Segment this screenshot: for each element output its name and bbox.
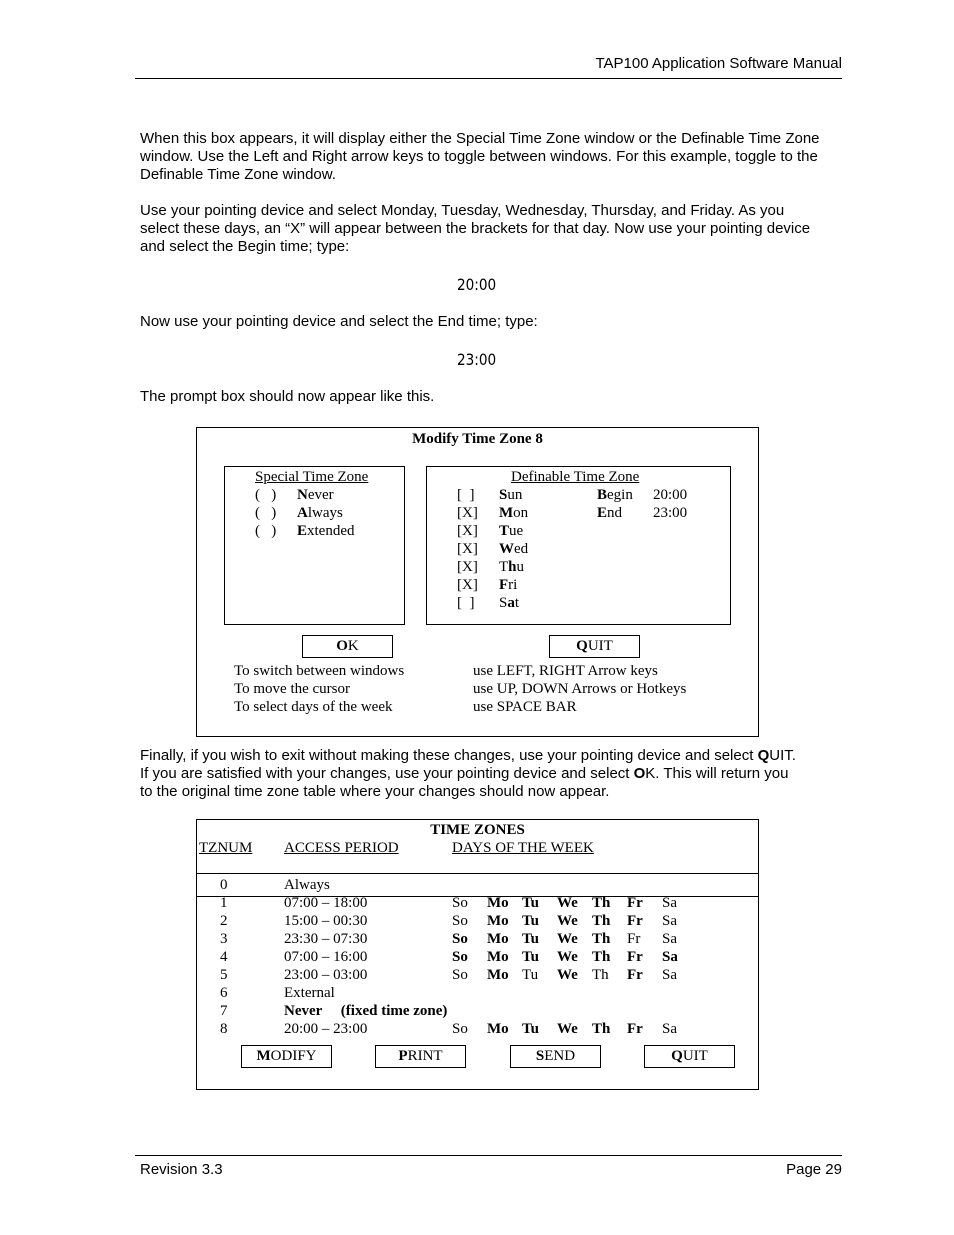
option-text: ever bbox=[307, 487, 334, 503]
radio-option-label[interactable] bbox=[297, 523, 355, 540]
paragraph-finally: Finally, if you wish to exit without making these changes, use your pointing device and select QUIT. If you are satisfied with your changes, use your pointing device and select OK. This will return you to the original time zone table where your changes should now appear. bbox=[140, 747, 796, 800]
tz-day-mo: Mo bbox=[487, 1021, 509, 1037]
tz-day-fr: Fr bbox=[627, 895, 643, 911]
paragraph-prompt-box: The prompt box should now appear like this. bbox=[140, 388, 435, 405]
end-label[interactable]: End bbox=[597, 505, 623, 521]
help-action: To move the cursor bbox=[234, 681, 351, 697]
day-label[interactable] bbox=[499, 523, 523, 540]
tz-day-tu: Tu bbox=[522, 1021, 539, 1037]
hotkey-letter: E bbox=[297, 523, 308, 539]
day-checkbox[interactable]: [X] bbox=[457, 559, 478, 575]
tz-access-period: 15:00 – 00:30 bbox=[284, 913, 368, 929]
tz-day-sa: Sa bbox=[662, 1021, 677, 1037]
tz-number: 6 bbox=[220, 985, 228, 1001]
day-text: on bbox=[513, 505, 529, 521]
help-keys: use LEFT, RIGHT Arrow keys bbox=[473, 663, 658, 679]
end-time-field[interactable]: 23:00 bbox=[653, 505, 688, 521]
hotkey-letter: Q bbox=[671, 1048, 683, 1064]
hotkey-letter: T bbox=[499, 523, 510, 539]
day-label[interactable] bbox=[499, 559, 524, 576]
paragraph-end-time: Now use your pointing device and select the End time; type: bbox=[140, 313, 538, 330]
tz-day-th: Th bbox=[592, 967, 609, 983]
tz-access-period: 20:00 – 23:00 bbox=[284, 1021, 368, 1037]
day-text: ed bbox=[514, 541, 529, 557]
tz-day-so: So bbox=[452, 931, 468, 947]
tz-day-we: We bbox=[557, 931, 578, 947]
day-checkbox[interactable]: [ ] bbox=[457, 487, 475, 503]
option-text: lways bbox=[307, 505, 343, 521]
tz-access-period: Always bbox=[284, 877, 330, 893]
hotkey-letter: M bbox=[499, 505, 514, 521]
tz-day-we: We bbox=[557, 895, 578, 911]
button-text: RINT bbox=[407, 1048, 443, 1064]
time-zone-row[interactable] bbox=[197, 894, 758, 912]
tz-day-mo: Mo bbox=[487, 949, 509, 965]
tz-access-period: Never (fixed time zone) bbox=[284, 1003, 448, 1019]
tz-day-so: So bbox=[452, 1021, 468, 1037]
hotkey-letter: W bbox=[499, 541, 514, 557]
tz-day-tu: Tu bbox=[522, 913, 539, 929]
tz-day-th: Th bbox=[592, 949, 611, 965]
page-header bbox=[135, 55, 842, 79]
tz-day-sa: Sa bbox=[662, 949, 678, 965]
tz-day-fr: Fr bbox=[627, 931, 641, 947]
special-time-zone-pane[interactable] bbox=[224, 466, 405, 625]
tz-access-period: 23:30 – 07:30 bbox=[284, 931, 368, 947]
definable-time-zone-pane[interactable] bbox=[426, 466, 731, 625]
tz-day-sa: Sa bbox=[662, 931, 677, 947]
day-text: ri bbox=[508, 577, 518, 593]
hotkey-letter: h bbox=[508, 559, 517, 575]
tz-day-mo: Mo bbox=[487, 913, 509, 929]
paragraph-intro: When this box appears, it will display either the Special Time Zone window or the Definable Time Zone window. Use the Left and Right arrow keys to toggle between windows. For this example, toggle to the Definable Time Zone window. bbox=[140, 130, 820, 183]
dialog-title: Modify Time Zone 8 bbox=[412, 431, 543, 447]
time-zone-row[interactable] bbox=[197, 1002, 758, 1020]
day-label[interactable] bbox=[499, 595, 519, 612]
button-text: ODIFY bbox=[270, 1048, 317, 1064]
time-zone-row[interactable] bbox=[197, 1020, 758, 1038]
tz-access-period: External bbox=[284, 985, 335, 1001]
day-label[interactable] bbox=[499, 541, 528, 558]
ok-button[interactable]: OK bbox=[302, 635, 393, 658]
tz-day-so: So bbox=[452, 949, 468, 965]
tz-number: 0 bbox=[220, 877, 228, 893]
day-label[interactable] bbox=[499, 577, 517, 594]
day-checkbox[interactable]: [X] bbox=[457, 577, 478, 593]
tz-day-fr: Fr bbox=[627, 1021, 643, 1037]
tz-number: 4 bbox=[220, 949, 228, 965]
day-checkbox[interactable]: [X] bbox=[457, 541, 478, 557]
tz-access-period: 07:00 – 16:00 bbox=[284, 949, 368, 965]
day-text: ue bbox=[509, 523, 524, 539]
tz-access-period: 07:00 – 18:00 bbox=[284, 895, 368, 911]
day-checkbox[interactable]: [X] bbox=[457, 505, 478, 521]
tz-day-tu: Tu bbox=[522, 931, 539, 947]
tz-day-we: We bbox=[557, 913, 578, 929]
begin-time-value: 20:00 bbox=[457, 275, 497, 294]
column-header-access-period: ACCESS PERIOD bbox=[284, 840, 399, 856]
tz-day-th: Th bbox=[592, 913, 611, 929]
radio-option-label[interactable] bbox=[297, 487, 334, 504]
help-action: To switch between windows bbox=[234, 663, 405, 679]
tz-day-mo: Mo bbox=[487, 895, 509, 911]
tz-day-sa: Sa bbox=[662, 895, 677, 911]
tz-day-sa: Sa bbox=[662, 967, 677, 983]
button-text: END bbox=[544, 1048, 576, 1064]
tz-print-button[interactable] bbox=[375, 1045, 466, 1068]
day-label[interactable] bbox=[499, 505, 528, 522]
help-action: To select days of the week bbox=[234, 699, 393, 715]
tz-number: 8 bbox=[220, 1021, 228, 1037]
tz-day-th: Th bbox=[592, 895, 611, 911]
tz-day-so: So bbox=[452, 967, 468, 983]
hotkey-letter: S bbox=[535, 1048, 545, 1064]
end-time-value: 23:00 bbox=[457, 350, 497, 369]
tz-day-we: We bbox=[557, 1021, 578, 1037]
day-prefix: T bbox=[499, 559, 509, 575]
paragraph-select-days: Use your pointing device and select Monday, Tuesday, Wednesday, Thursday, and Friday. As you select these days, an “X” will appear between the brackets for that day. Now use your pointing device and select the Begin time; type: bbox=[140, 202, 811, 255]
tz-day-mo: Mo bbox=[487, 931, 509, 947]
revision-label: Revision 3.3 bbox=[140, 1161, 223, 1178]
begin-label[interactable]: Begin bbox=[597, 487, 633, 503]
quit-button[interactable]: QUIT bbox=[549, 635, 640, 658]
column-header-days: DAYS OF THE WEEK bbox=[452, 840, 594, 856]
tz-day-fr: Fr bbox=[627, 967, 643, 983]
day-label[interactable] bbox=[499, 487, 522, 504]
button-text: UIT bbox=[682, 1048, 708, 1064]
tz-day-fr: Fr bbox=[627, 913, 643, 929]
hotkey-letter: M bbox=[256, 1048, 271, 1064]
day-text: t bbox=[514, 595, 520, 611]
special-time-zone-heading: Special Time Zone bbox=[255, 469, 369, 485]
option-text: xtended bbox=[307, 523, 355, 539]
tz-day-tu: Tu bbox=[522, 895, 539, 911]
hotkey-letter: a bbox=[507, 595, 515, 611]
tz-day-so: So bbox=[452, 913, 468, 929]
page-number: Page 29 bbox=[786, 1161, 842, 1178]
tz-number: 5 bbox=[220, 967, 228, 983]
hotkey-letter: N bbox=[297, 487, 308, 503]
tz-day-we: We bbox=[557, 949, 578, 965]
day-prefix: S bbox=[499, 595, 508, 611]
hotkey-letter: P bbox=[398, 1048, 408, 1064]
time-zone-row[interactable] bbox=[197, 966, 758, 984]
radio-option-label[interactable] bbox=[297, 505, 343, 522]
tz-modify-button[interactable] bbox=[241, 1045, 332, 1068]
tz-day-sa: Sa bbox=[662, 913, 677, 929]
time-zones-window bbox=[196, 819, 759, 1090]
tz-day-th: Th bbox=[592, 931, 611, 947]
page-footer bbox=[135, 1155, 842, 1178]
tz-number: 1 bbox=[220, 895, 228, 911]
radio-option[interactable]: ( ) bbox=[255, 523, 277, 539]
tz-access-period: 23:00 – 03:00 bbox=[284, 967, 368, 983]
day-checkbox[interactable]: [ ] bbox=[457, 595, 475, 611]
time-zone-row[interactable] bbox=[197, 912, 758, 930]
begin-time-field[interactable]: 20:00 bbox=[653, 487, 688, 503]
day-checkbox[interactable]: [X] bbox=[457, 523, 478, 539]
definable-time-zone-heading: Definable Time Zone bbox=[511, 469, 640, 485]
time-zone-row[interactable] bbox=[197, 984, 758, 1002]
manual-title: TAP100 Application Software Manual bbox=[595, 55, 842, 72]
help-keys: use SPACE BAR bbox=[473, 699, 577, 715]
tz-send-button[interactable] bbox=[510, 1045, 601, 1068]
hotkey-letter: A bbox=[297, 505, 308, 521]
modify-time-zone-dialog bbox=[196, 427, 759, 737]
tz-day-th: Th bbox=[592, 1021, 611, 1037]
column-header-tznum: TZNUM bbox=[199, 840, 253, 856]
tz-day-tu: Tu bbox=[522, 949, 539, 965]
tz-number: 3 bbox=[220, 931, 228, 947]
tz-day-fr: Fr bbox=[627, 949, 643, 965]
day-text: un bbox=[507, 487, 523, 503]
time-zones-title: TIME ZONES bbox=[430, 822, 525, 838]
time-zone-row[interactable] bbox=[197, 948, 758, 966]
radio-option[interactable]: ( ) bbox=[255, 505, 277, 521]
hotkey-letter: F bbox=[499, 577, 509, 593]
tz-number: 2 bbox=[220, 913, 228, 929]
tz-day-tu: Tu bbox=[522, 967, 539, 983]
time-zone-row[interactable] bbox=[197, 930, 758, 948]
radio-option[interactable]: ( ) bbox=[255, 487, 277, 503]
hotkey-letter: S bbox=[499, 487, 508, 503]
time-zone-row[interactable] bbox=[197, 876, 758, 894]
tz-day-mo: Mo bbox=[487, 967, 509, 983]
tz-number: 7 bbox=[220, 1003, 228, 1019]
tz-day-so: So bbox=[452, 895, 468, 911]
day-text: u bbox=[516, 559, 525, 575]
help-keys: use UP, DOWN Arrows or Hotkeys bbox=[473, 681, 687, 697]
tz-day-we: We bbox=[557, 967, 578, 983]
tz-quit-button[interactable] bbox=[644, 1045, 735, 1068]
